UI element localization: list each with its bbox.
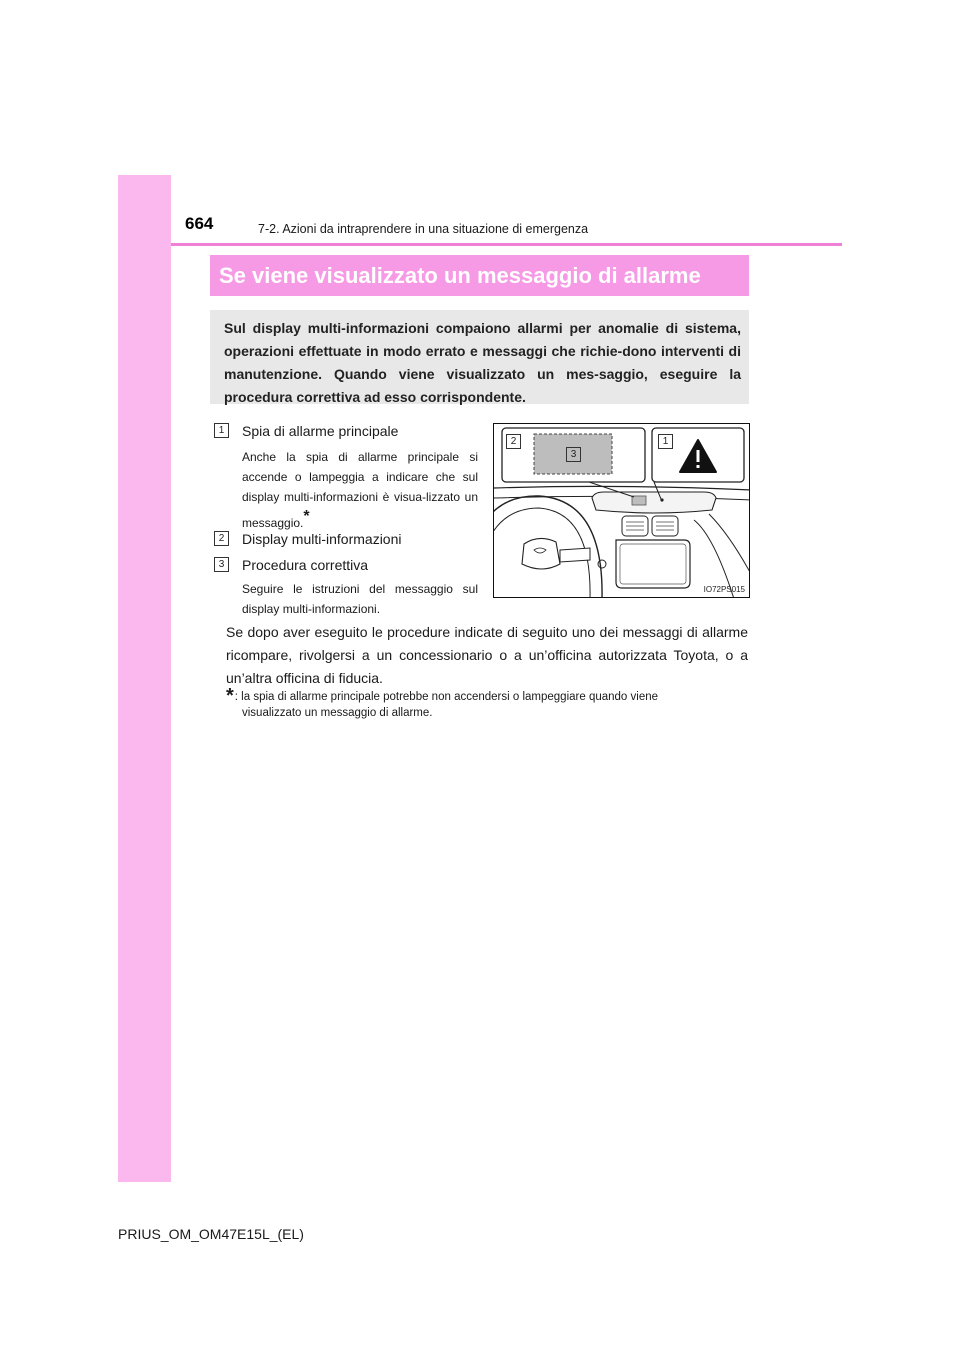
footnote-line-2: visualizzato un messaggio di allarme. [242, 707, 433, 719]
intro-text: Sul display multi-informazioni compaiono allarmi per anomalie di sistema, operazioni effettuate in modo errato e messaggi che richie-dono interventi di manutenzione. Quando viene visualizzato un mes-saggio, eseguire la procedura correttiva ad esso corrispondente. [224, 320, 741, 405]
figure-callout-1: 1 [658, 434, 673, 449]
header-rule [171, 243, 842, 246]
section-title: Se viene visualizzato un messaggio di allarme [210, 255, 749, 296]
item-number-1: 1 [214, 423, 229, 438]
chapter-title: 7-2. Azioni da intraprendere in una situazione di emergenza [258, 222, 589, 236]
dash-right-edge [709, 514, 750, 574]
figure-callout-3: 3 [566, 447, 581, 462]
item-body-3: Seguire le istruzioni del messaggio sul display multi-informazioni. [242, 582, 478, 616]
dash-line-1 [494, 486, 750, 490]
item-title-2: Display multi-informazioni [242, 531, 402, 547]
figure-callout-2: 2 [506, 434, 521, 449]
item-number-2: 2 [214, 531, 229, 546]
document-code: PRIUS_OM_OM47E15L_(EL) [118, 1226, 304, 1242]
footnote [226, 685, 748, 722]
side-band [118, 175, 171, 1182]
body-paragraph: Se dopo aver eseguito le procedure indicate di seguito uno dei messaggi di allarme ricompare, rivolgersi a un concessionario o a un’officina autorizzata Toyota, o a un’altra officina di fiducia. [226, 624, 748, 686]
center-screen [616, 540, 690, 588]
steering-hub [522, 538, 560, 569]
steering-spoke [560, 548, 590, 562]
page-number: 664 [185, 214, 214, 233]
footnote-line-1: : la spia di allarme principale potrebbe non accendersi o lampeggiare quando viene [234, 691, 659, 703]
item-title-3: Procedura correttiva [242, 557, 369, 573]
figure-id: IO72PS015 [703, 585, 745, 594]
footnote-marker: * [303, 508, 310, 525]
cluster-display [632, 496, 646, 505]
item-title-1: Spia di allarme principale [242, 423, 399, 439]
item-number-3: 3 [214, 557, 229, 572]
item-body-1 [242, 447, 478, 533]
footnote-star: * [226, 685, 234, 707]
cluster-housing [592, 492, 716, 513]
intro-box [210, 310, 749, 404]
item-body-1-text: Anche la spia di allarme principale si accende o lampeggia a indicare che sul display multi-informazioni è visua-lizzato un messaggio. [242, 450, 478, 530]
dashboard-illustration [494, 424, 750, 598]
dashboard-figure [493, 423, 750, 598]
